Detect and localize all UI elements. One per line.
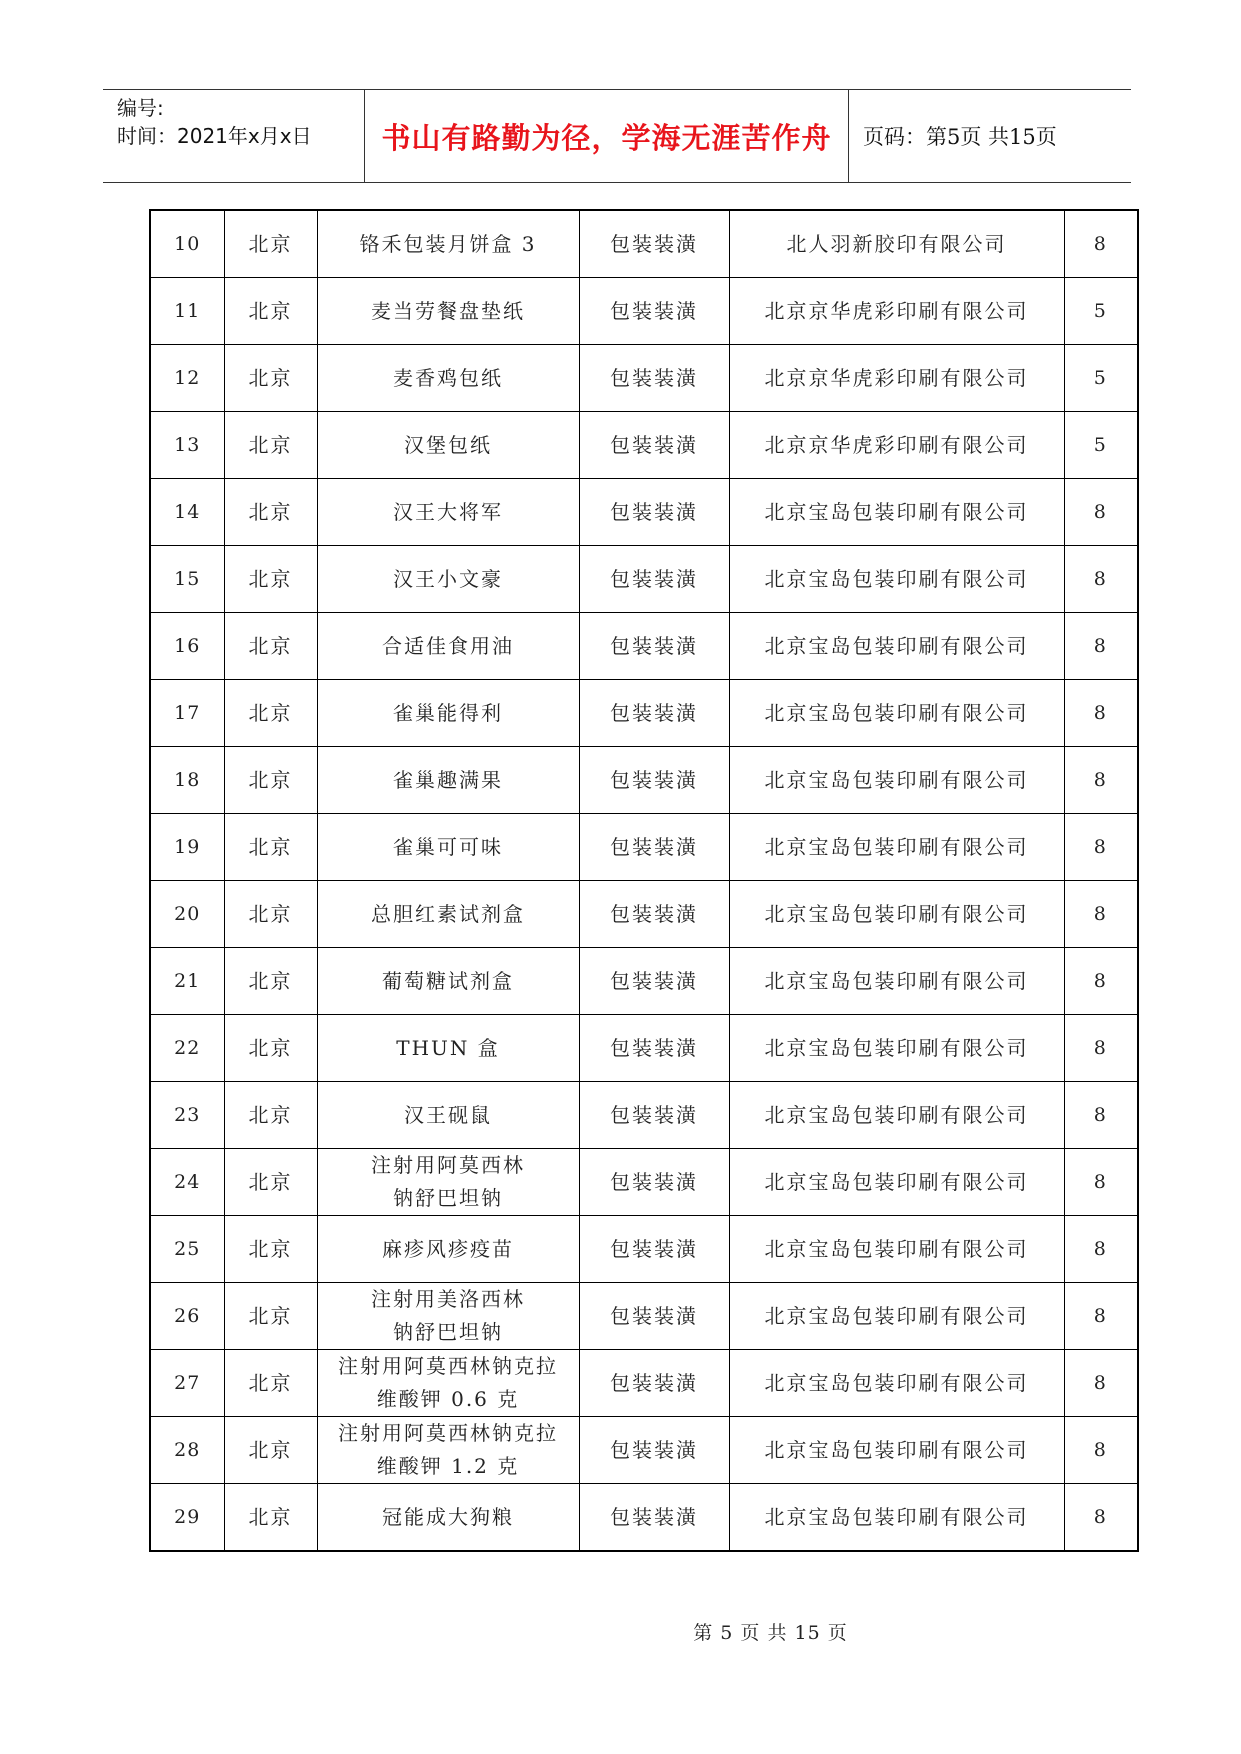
- table-row: [150, 1015, 1138, 1082]
- quantity-cell: 8: [1064, 680, 1138, 747]
- company-cell: 北京宝岛包装印刷有限公司: [729, 1082, 1064, 1149]
- region-cell: 北京: [224, 412, 317, 479]
- region-cell: 北京: [224, 747, 317, 814]
- region-cell: 北京: [224, 479, 317, 546]
- company-cell: 北京宝岛包装印刷有限公司: [729, 747, 1064, 814]
- company-cell: 北京宝岛包装印刷有限公司: [729, 1484, 1064, 1552]
- company-cell: 北京宝岛包装印刷有限公司: [729, 1216, 1064, 1283]
- quantity-cell: 8: [1064, 1417, 1138, 1484]
- row-number-cell: 10: [150, 210, 224, 278]
- company-cell: 北京京华虎彩印刷有限公司: [729, 412, 1064, 479]
- quantity-cell: 5: [1064, 412, 1138, 479]
- data-table: [149, 209, 1139, 1552]
- row-number-cell: 29: [150, 1484, 224, 1552]
- table-row: [150, 345, 1138, 412]
- quantity-cell: 8: [1064, 479, 1138, 546]
- product-name-cell: 麦当劳餐盘垫纸: [317, 278, 579, 345]
- quantity-cell: 8: [1064, 1015, 1138, 1082]
- product-name-cell: 汉王砚鼠: [317, 1082, 579, 1149]
- region-cell: 北京: [224, 1216, 317, 1283]
- region-cell: 北京: [224, 613, 317, 680]
- product-name-cell: 注射用阿莫西林钠克拉 维酸钾 0.6 克: [317, 1350, 579, 1417]
- row-number-cell: 16: [150, 613, 224, 680]
- page-footer: 第 5 页 共 15 页: [693, 1622, 848, 1644]
- region-cell: 北京: [224, 1484, 317, 1552]
- table-row: [150, 1082, 1138, 1149]
- row-number-cell: 17: [150, 680, 224, 747]
- category-cell: 包装装潢: [579, 546, 729, 613]
- quantity-cell: 5: [1064, 345, 1138, 412]
- table-row: [150, 278, 1138, 345]
- region-cell: 北京: [224, 881, 317, 948]
- product-name-cell: 合适佳食用油: [317, 613, 579, 680]
- row-number-cell: 14: [150, 479, 224, 546]
- product-name-cell: 注射用美洛西林 钠舒巴坦钠: [317, 1283, 579, 1350]
- category-cell: 包装装潢: [579, 680, 729, 747]
- row-number-cell: 11: [150, 278, 224, 345]
- category-cell: 包装装潢: [579, 345, 729, 412]
- header-meta: [103, 90, 365, 182]
- product-name-cell: 雀巢能得利: [317, 680, 579, 747]
- region-cell: 北京: [224, 1350, 317, 1417]
- company-cell: 北京宝岛包装印刷有限公司: [729, 1417, 1064, 1484]
- company-cell: 北人羽新胶印有限公司: [729, 210, 1064, 278]
- product-name-cell: 汉王大将军: [317, 479, 579, 546]
- table-row: [150, 1417, 1138, 1484]
- category-cell: 包装装潢: [579, 210, 729, 278]
- product-name-cell: 葡萄糖试剂盒: [317, 948, 579, 1015]
- quantity-cell: 8: [1064, 210, 1138, 278]
- product-name-cell: 雀巢趣满果: [317, 747, 579, 814]
- quantity-cell: 8: [1064, 814, 1138, 881]
- category-cell: 包装装潢: [579, 747, 729, 814]
- company-cell: 北京宝岛包装印刷有限公司: [729, 1015, 1064, 1082]
- company-cell: 北京宝岛包装印刷有限公司: [729, 680, 1064, 747]
- quantity-cell: 8: [1064, 1149, 1138, 1216]
- header-motto: 书山有路勤为径，学海无涯苦作舟: [365, 90, 849, 182]
- quantity-cell: 8: [1064, 546, 1138, 613]
- product-name-cell: 麦香鸡包纸: [317, 345, 579, 412]
- region-cell: 北京: [224, 278, 317, 345]
- table-body: [150, 210, 1138, 1551]
- quantity-cell: 8: [1064, 1082, 1138, 1149]
- document-time-label: 时间：2021年x月x日: [117, 124, 312, 148]
- region-cell: 北京: [224, 814, 317, 881]
- row-number-cell: 25: [150, 1216, 224, 1283]
- row-number-cell: 12: [150, 345, 224, 412]
- company-cell: 北京宝岛包装印刷有限公司: [729, 546, 1064, 613]
- row-number-cell: 28: [150, 1417, 224, 1484]
- company-cell: 北京宝岛包装印刷有限公司: [729, 814, 1064, 881]
- document-number-label: 编号:: [117, 96, 164, 120]
- table-row: [150, 1283, 1138, 1350]
- region-cell: 北京: [224, 1082, 317, 1149]
- category-cell: 包装装潢: [579, 948, 729, 1015]
- table-row: [150, 814, 1138, 881]
- product-name-cell: 总胆红素试剂盒: [317, 881, 579, 948]
- company-cell: 北京宝岛包装印刷有限公司: [729, 1350, 1064, 1417]
- category-cell: 包装装潢: [579, 1484, 729, 1552]
- row-number-cell: 24: [150, 1149, 224, 1216]
- quantity-cell: 8: [1064, 948, 1138, 1015]
- product-name-cell: 汉王小文豪: [317, 546, 579, 613]
- table-row: [150, 747, 1138, 814]
- table-row: [150, 546, 1138, 613]
- row-number-cell: 26: [150, 1283, 224, 1350]
- region-cell: 北京: [224, 1417, 317, 1484]
- region-cell: 北京: [224, 948, 317, 1015]
- product-name-cell: 冠能成大狗粮: [317, 1484, 579, 1552]
- table-row: [150, 412, 1138, 479]
- region-cell: 北京: [224, 1283, 317, 1350]
- product-name-cell: 汉堡包纸: [317, 412, 579, 479]
- category-cell: 包装装潢: [579, 814, 729, 881]
- table-row: [150, 479, 1138, 546]
- company-cell: 北京宝岛包装印刷有限公司: [729, 948, 1064, 1015]
- table-row: [150, 210, 1138, 278]
- table-row: [150, 1484, 1138, 1552]
- row-number-cell: 27: [150, 1350, 224, 1417]
- quantity-cell: 8: [1064, 1350, 1138, 1417]
- quantity-cell: 8: [1064, 1283, 1138, 1350]
- company-cell: 北京京华虎彩印刷有限公司: [729, 345, 1064, 412]
- table-row: [150, 613, 1138, 680]
- category-cell: 包装装潢: [579, 479, 729, 546]
- product-name-cell: 麻疹风疹疫苗: [317, 1216, 579, 1283]
- region-cell: 北京: [224, 210, 317, 278]
- category-cell: 包装装潢: [579, 1149, 729, 1216]
- table-row: [150, 680, 1138, 747]
- quantity-cell: 8: [1064, 747, 1138, 814]
- product-name-cell: 注射用阿莫西林钠克拉 维酸钾 1.2 克: [317, 1417, 579, 1484]
- company-cell: 北京宝岛包装印刷有限公司: [729, 1149, 1064, 1216]
- row-number-cell: 21: [150, 948, 224, 1015]
- company-cell: 北京宝岛包装印刷有限公司: [729, 1283, 1064, 1350]
- product-name-cell: 注射用阿莫西林 钠舒巴坦钠: [317, 1149, 579, 1216]
- header-page-info: 页码：第5页 共15页: [863, 125, 1057, 149]
- quantity-cell: 8: [1064, 1484, 1138, 1552]
- table-row: [150, 1350, 1138, 1417]
- product-name-cell: 雀巢可可味: [317, 814, 579, 881]
- company-cell: 北京宝岛包装印刷有限公司: [729, 613, 1064, 680]
- category-cell: 包装装潢: [579, 1082, 729, 1149]
- company-cell: 北京京华虎彩印刷有限公司: [729, 278, 1064, 345]
- product-name-cell: 铬禾包装月饼盒 3: [317, 210, 579, 278]
- product-name-cell: THUN 盒: [317, 1015, 579, 1082]
- category-cell: 包装装潢: [579, 1350, 729, 1417]
- category-cell: 包装装潢: [579, 1283, 729, 1350]
- quantity-cell: 8: [1064, 1216, 1138, 1283]
- region-cell: 北京: [224, 345, 317, 412]
- quantity-cell: 8: [1064, 613, 1138, 680]
- page-header: [103, 89, 1131, 183]
- category-cell: 包装装潢: [579, 412, 729, 479]
- category-cell: 包装装潢: [579, 278, 729, 345]
- category-cell: 包装装潢: [579, 1417, 729, 1484]
- category-cell: 包装装潢: [579, 1216, 729, 1283]
- row-number-cell: 19: [150, 814, 224, 881]
- category-cell: 包装装潢: [579, 881, 729, 948]
- region-cell: 北京: [224, 680, 317, 747]
- company-cell: 北京宝岛包装印刷有限公司: [729, 479, 1064, 546]
- table-row: [150, 1216, 1138, 1283]
- row-number-cell: 15: [150, 546, 224, 613]
- company-cell: 北京宝岛包装印刷有限公司: [729, 881, 1064, 948]
- row-number-cell: 13: [150, 412, 224, 479]
- category-cell: 包装装潢: [579, 613, 729, 680]
- row-number-cell: 23: [150, 1082, 224, 1149]
- row-number-cell: 18: [150, 747, 224, 814]
- region-cell: 北京: [224, 1149, 317, 1216]
- row-number-cell: 22: [150, 1015, 224, 1082]
- region-cell: 北京: [224, 546, 317, 613]
- quantity-cell: 8: [1064, 881, 1138, 948]
- quantity-cell: 5: [1064, 278, 1138, 345]
- row-number-cell: 20: [150, 881, 224, 948]
- table-row: [150, 881, 1138, 948]
- table-row: [150, 1149, 1138, 1216]
- region-cell: 北京: [224, 1015, 317, 1082]
- table-row: [150, 948, 1138, 1015]
- category-cell: 包装装潢: [579, 1015, 729, 1082]
